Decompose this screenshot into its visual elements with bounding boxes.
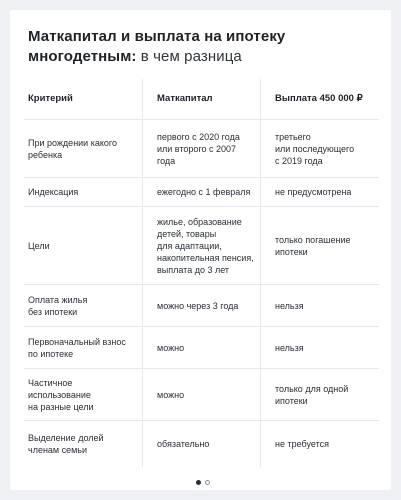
- table-row: [24, 327, 379, 369]
- page-title: [28, 27, 368, 67]
- row-matcapital-value: жилье, образование детей, товары для адаптации, накопительная пенсия, выплата до 3 лет: [142, 207, 260, 284]
- row-payment-value: только погашение ипотеки: [260, 207, 379, 284]
- table-row: [24, 421, 379, 467]
- table-row: [24, 120, 379, 178]
- row-matcapital-value: можно: [142, 327, 260, 368]
- row-matcapital-value: ежегодно с 1 февраля: [142, 178, 260, 206]
- row-criterion: Оплата жилья без ипотеки: [28, 294, 88, 317]
- title-main: Маткапитал и выплата на ипотеку многодетным:: [28, 28, 286, 65]
- row-criterion: Частичное использование на разные цели: [28, 377, 94, 412]
- row-payment-value: только для одной ипотеки: [260, 369, 379, 420]
- row-criterion: Цели: [28, 240, 50, 251]
- row-criterion: Индексация: [28, 187, 79, 197]
- header-payment: Выплата 450 000 ₽: [260, 79, 379, 119]
- row-matcapital-value: обязательно: [142, 421, 260, 467]
- row-matcapital-value: можно через 3 года: [142, 285, 260, 326]
- row-criterion: Первоначальный взнос по ипотеке: [28, 336, 126, 359]
- table-header-row: [24, 79, 379, 120]
- row-payment-value: не предусмотрена: [260, 178, 379, 206]
- table-row: [24, 178, 379, 207]
- table-row: [24, 207, 379, 285]
- table-row: [24, 369, 379, 421]
- row-payment-value: третьего или последующего с 2019 года: [260, 120, 379, 177]
- title-accent: в чем разница: [136, 48, 242, 65]
- row-criterion: При рождении какого ребенка: [28, 137, 117, 160]
- comparison-table: [24, 79, 379, 467]
- header-criterion: Критерий: [28, 93, 73, 104]
- row-payment-value: нельзя: [260, 285, 379, 326]
- row-payment-value: нельзя: [260, 327, 379, 368]
- row-matcapital-value: можно: [142, 369, 260, 420]
- row-payment-value: не требуется: [260, 421, 379, 467]
- pagination-dot-active[interactable]: [196, 480, 201, 485]
- pagination-dot-inactive[interactable]: [205, 480, 210, 485]
- table-row: [24, 285, 379, 327]
- row-matcapital-value: первого с 2020 года или второго с 2007 года: [142, 120, 260, 177]
- row-criterion: Выделение долей членам семьи: [28, 433, 104, 455]
- header-matcapital: Маткапитал: [142, 79, 260, 119]
- pagination-dots: [196, 480, 210, 485]
